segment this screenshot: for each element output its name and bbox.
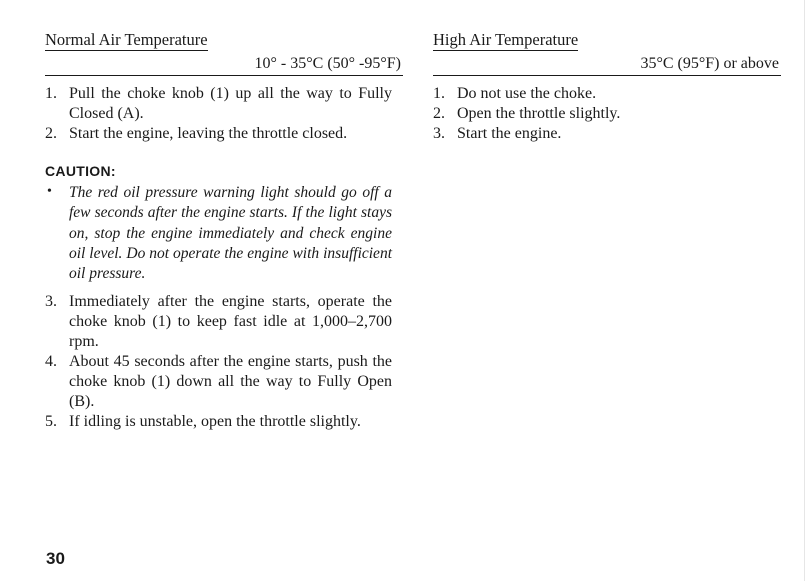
step-item — [433, 124, 781, 144]
step-number: 2. — [433, 105, 445, 122]
step-item — [45, 84, 392, 124]
step-item — [433, 84, 781, 104]
caution-text — [45, 183, 392, 284]
bullet-icon: • — [47, 184, 52, 199]
step-item — [433, 104, 781, 124]
high-temp-range: 35°C (95°F) or above — [433, 54, 781, 76]
step-text: If idling is unstable, open the throttle slightly. — [69, 413, 361, 431]
caution-title: CAUTION: — [45, 163, 116, 179]
step-number: 1. — [433, 85, 445, 102]
step-item — [45, 124, 392, 144]
step-text: Do not use the choke. — [457, 85, 597, 102]
high-temp-section — [433, 30, 781, 144]
step-text: Pull the choke knob (1) up all the way to Fully Closed (A). — [69, 85, 392, 122]
step-text: Open the throttle slightly. — [457, 105, 621, 122]
normal-temp-title: Normal Air Temperature — [45, 30, 208, 49]
step-number: 4. — [45, 353, 57, 371]
high-temp-steps — [433, 84, 781, 144]
normal-temp-range: 10° - 35°C (50° -95°F) — [45, 54, 403, 76]
step-item — [45, 352, 392, 412]
normal-temp-section — [45, 30, 401, 432]
caution-body-text: The red oil pressure warning light should go off a few seconds after the engine starts. If the light stays on, stop the engine immediately and check engine oil level. Do not operate the engine with insufficient oil pressure. — [69, 184, 392, 283]
step-text: About 45 seconds after the engine starts, push the choke knob (1) down all the way to Fully Open (B). — [69, 353, 392, 411]
step-text: Immediately after the engine starts, operate the choke knob (1) to keep fast idle at 1,000–2,700 rpm. — [69, 293, 392, 351]
step-item — [45, 292, 392, 352]
page-number: 30 — [46, 549, 65, 568]
caution-box — [45, 162, 392, 284]
step-number: 1. — [45, 85, 57, 102]
step-text: Start the engine, leaving the throttle closed. — [69, 125, 348, 142]
step-number: 2. — [45, 125, 57, 142]
step-number: 3. — [45, 293, 57, 311]
step-number: 5. — [45, 413, 57, 431]
step-item — [45, 412, 392, 432]
high-temp-title: High Air Temperature — [433, 30, 579, 49]
normal-temp-steps-second — [45, 292, 392, 432]
step-text: Start the engine. — [457, 125, 562, 142]
normal-temp-steps-first — [45, 84, 392, 144]
step-number: 3. — [433, 125, 445, 142]
